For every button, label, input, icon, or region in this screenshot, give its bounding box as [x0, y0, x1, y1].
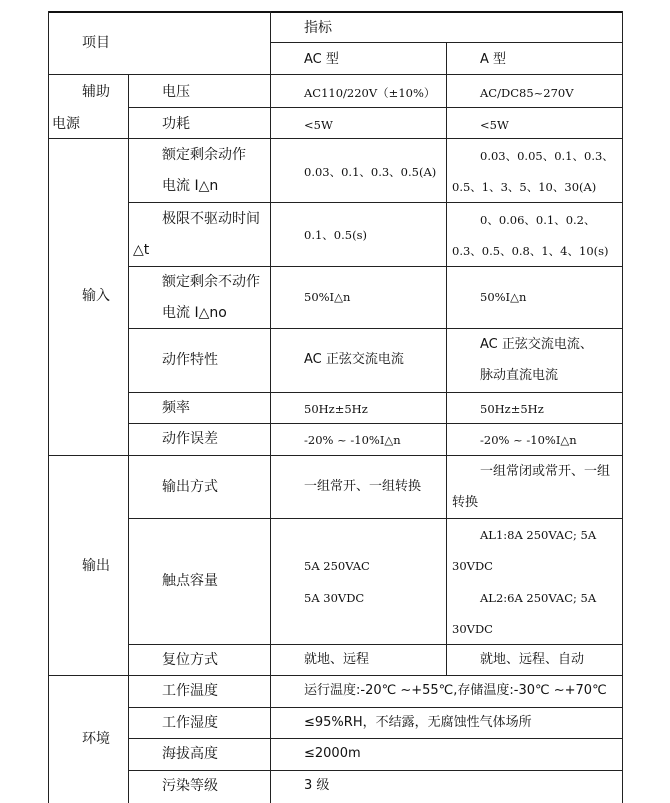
value-power-a: <5W [480, 118, 509, 132]
value-reset-ac: 就地、远程 [304, 652, 370, 667]
group-aux-1: 辅助 [82, 84, 110, 100]
value-rated-current-a-1: 0.03、0.05、0.1、0.3、 [480, 149, 614, 163]
rule-env-3 [128, 770, 622, 771]
value-limit-time-a-1: 0、0.06、0.1、0.2、 [480, 213, 596, 227]
rule-input-4 [128, 392, 622, 393]
rule-aux-mid [128, 107, 622, 108]
rule-aux-bottom [48, 138, 622, 139]
label-power: 功耗 [162, 116, 190, 132]
value-limit-time-a-2: 0.3、0.5、0.8、1、4、10(s) [452, 244, 609, 258]
rule-right [622, 11, 623, 803]
label-characteristic: 动作特性 [162, 352, 218, 368]
value-limit-time-ac: 0.1、0.5(s) [304, 228, 367, 242]
rule-input-2 [128, 266, 622, 267]
rule-env-1 [128, 707, 622, 708]
value-rated-current-ac: 0.03、0.1、0.3、0.5(A) [304, 165, 437, 179]
group-env: 环境 [82, 731, 110, 747]
label-limit-time-1: 极限不驱动时间 [162, 211, 260, 227]
value-altitude: ≤2000m [304, 746, 361, 761]
label-non-action-2: 电流 I△no [162, 305, 227, 321]
label-error: 动作误差 [162, 431, 218, 447]
label-limit-time-2: △t [133, 242, 150, 258]
rule-output-bottom [48, 675, 622, 676]
value-reset-a: 就地、远程、自动 [480, 652, 585, 667]
rule-ac-a-1 [446, 42, 447, 455]
rule-subitem [128, 74, 129, 803]
label-rated-current-1: 额定剩余动作 [162, 147, 246, 163]
rule-output-2 [128, 644, 622, 645]
header-spec: 指标 [304, 20, 332, 36]
rule-input-bottom [48, 455, 622, 456]
label-temp: 工作温度 [162, 683, 218, 699]
label-pollution: 污染等级 [162, 778, 218, 794]
rule-input-3 [128, 328, 622, 329]
label-frequency: 频率 [162, 400, 190, 416]
group-input: 输入 [82, 288, 110, 304]
value-characteristic-a-1: AC 正弦交流电流、 [480, 337, 593, 352]
value-contact-a-4: 30VDC [452, 622, 493, 636]
rule-left [48, 11, 49, 803]
value-frequency-a: 50Hz±5Hz [480, 402, 544, 416]
value-output-mode-a-2: 转换 [452, 495, 479, 510]
label-humidity: 工作湿度 [162, 715, 218, 731]
value-non-action-ac: 50%I△n [304, 290, 351, 304]
label-output-mode: 输出方式 [162, 479, 218, 495]
rule-input-5 [128, 423, 622, 424]
value-pollution: 3 级 [304, 778, 330, 793]
label-rated-current-2: 电流 I△n [162, 178, 219, 194]
value-frequency-ac: 50Hz±5Hz [304, 402, 368, 416]
label-non-action-1: 额定剩余不动作 [162, 274, 260, 290]
value-output-mode-ac: 一组常开、一组转换 [304, 479, 422, 494]
header-ac-type: AC 型 [304, 52, 339, 67]
value-error-ac: -20% ~ -10%I△n [304, 433, 401, 447]
value-contact-ac-2: 5A 30VDC [304, 591, 365, 605]
value-non-action-a: 50%I△n [480, 290, 527, 304]
group-output: 输出 [82, 558, 110, 574]
value-voltage-ac: AC110/220V（±10%） [304, 86, 436, 100]
rule-top [48, 11, 622, 13]
value-output-mode-a-1: 一组常闭或常开、一组 [480, 464, 611, 479]
header-a-type: A 型 [480, 52, 507, 67]
label-contact: 触点容量 [162, 573, 218, 589]
label-altitude: 海拔高度 [162, 746, 218, 762]
value-voltage-a: AC/DC85~270V [480, 86, 574, 100]
rule-output-1 [128, 518, 622, 519]
value-contact-a-1: AL1:8A 250VAC; 5A [480, 528, 597, 542]
rule-input-1 [128, 202, 622, 203]
value-power-ac: <5W [304, 118, 333, 132]
value-rated-current-a-2: 0.5、1、3、5、10、30(A) [452, 180, 597, 194]
rule-ac-a-2 [446, 455, 447, 675]
rule-header-bottom [48, 74, 622, 75]
value-contact-a-2: 30VDC [452, 559, 493, 573]
value-error-a: -20% ~ -10%I△n [480, 433, 577, 447]
rule-env-2 [128, 738, 622, 739]
header-item: 项目 [82, 35, 110, 51]
value-characteristic-ac: AC 正弦交流电流 [304, 352, 404, 367]
value-characteristic-a-2: 脉动直流电流 [480, 368, 559, 383]
value-temp: 运行温度:-20℃ ~+55℃,存储温度:-30℃ ~+70℃ [304, 683, 607, 698]
value-contact-a-3: AL2:6A 250VAC; 5A [480, 591, 597, 605]
group-aux-2: 电源 [52, 116, 80, 132]
label-voltage: 电压 [162, 84, 190, 100]
label-reset: 复位方式 [162, 652, 218, 668]
value-humidity: ≤95%RH，不结露，无腐蚀性气体场所 [304, 715, 532, 730]
value-contact-ac-1: 5A 250VAC [304, 559, 370, 573]
rule-value [270, 11, 271, 803]
